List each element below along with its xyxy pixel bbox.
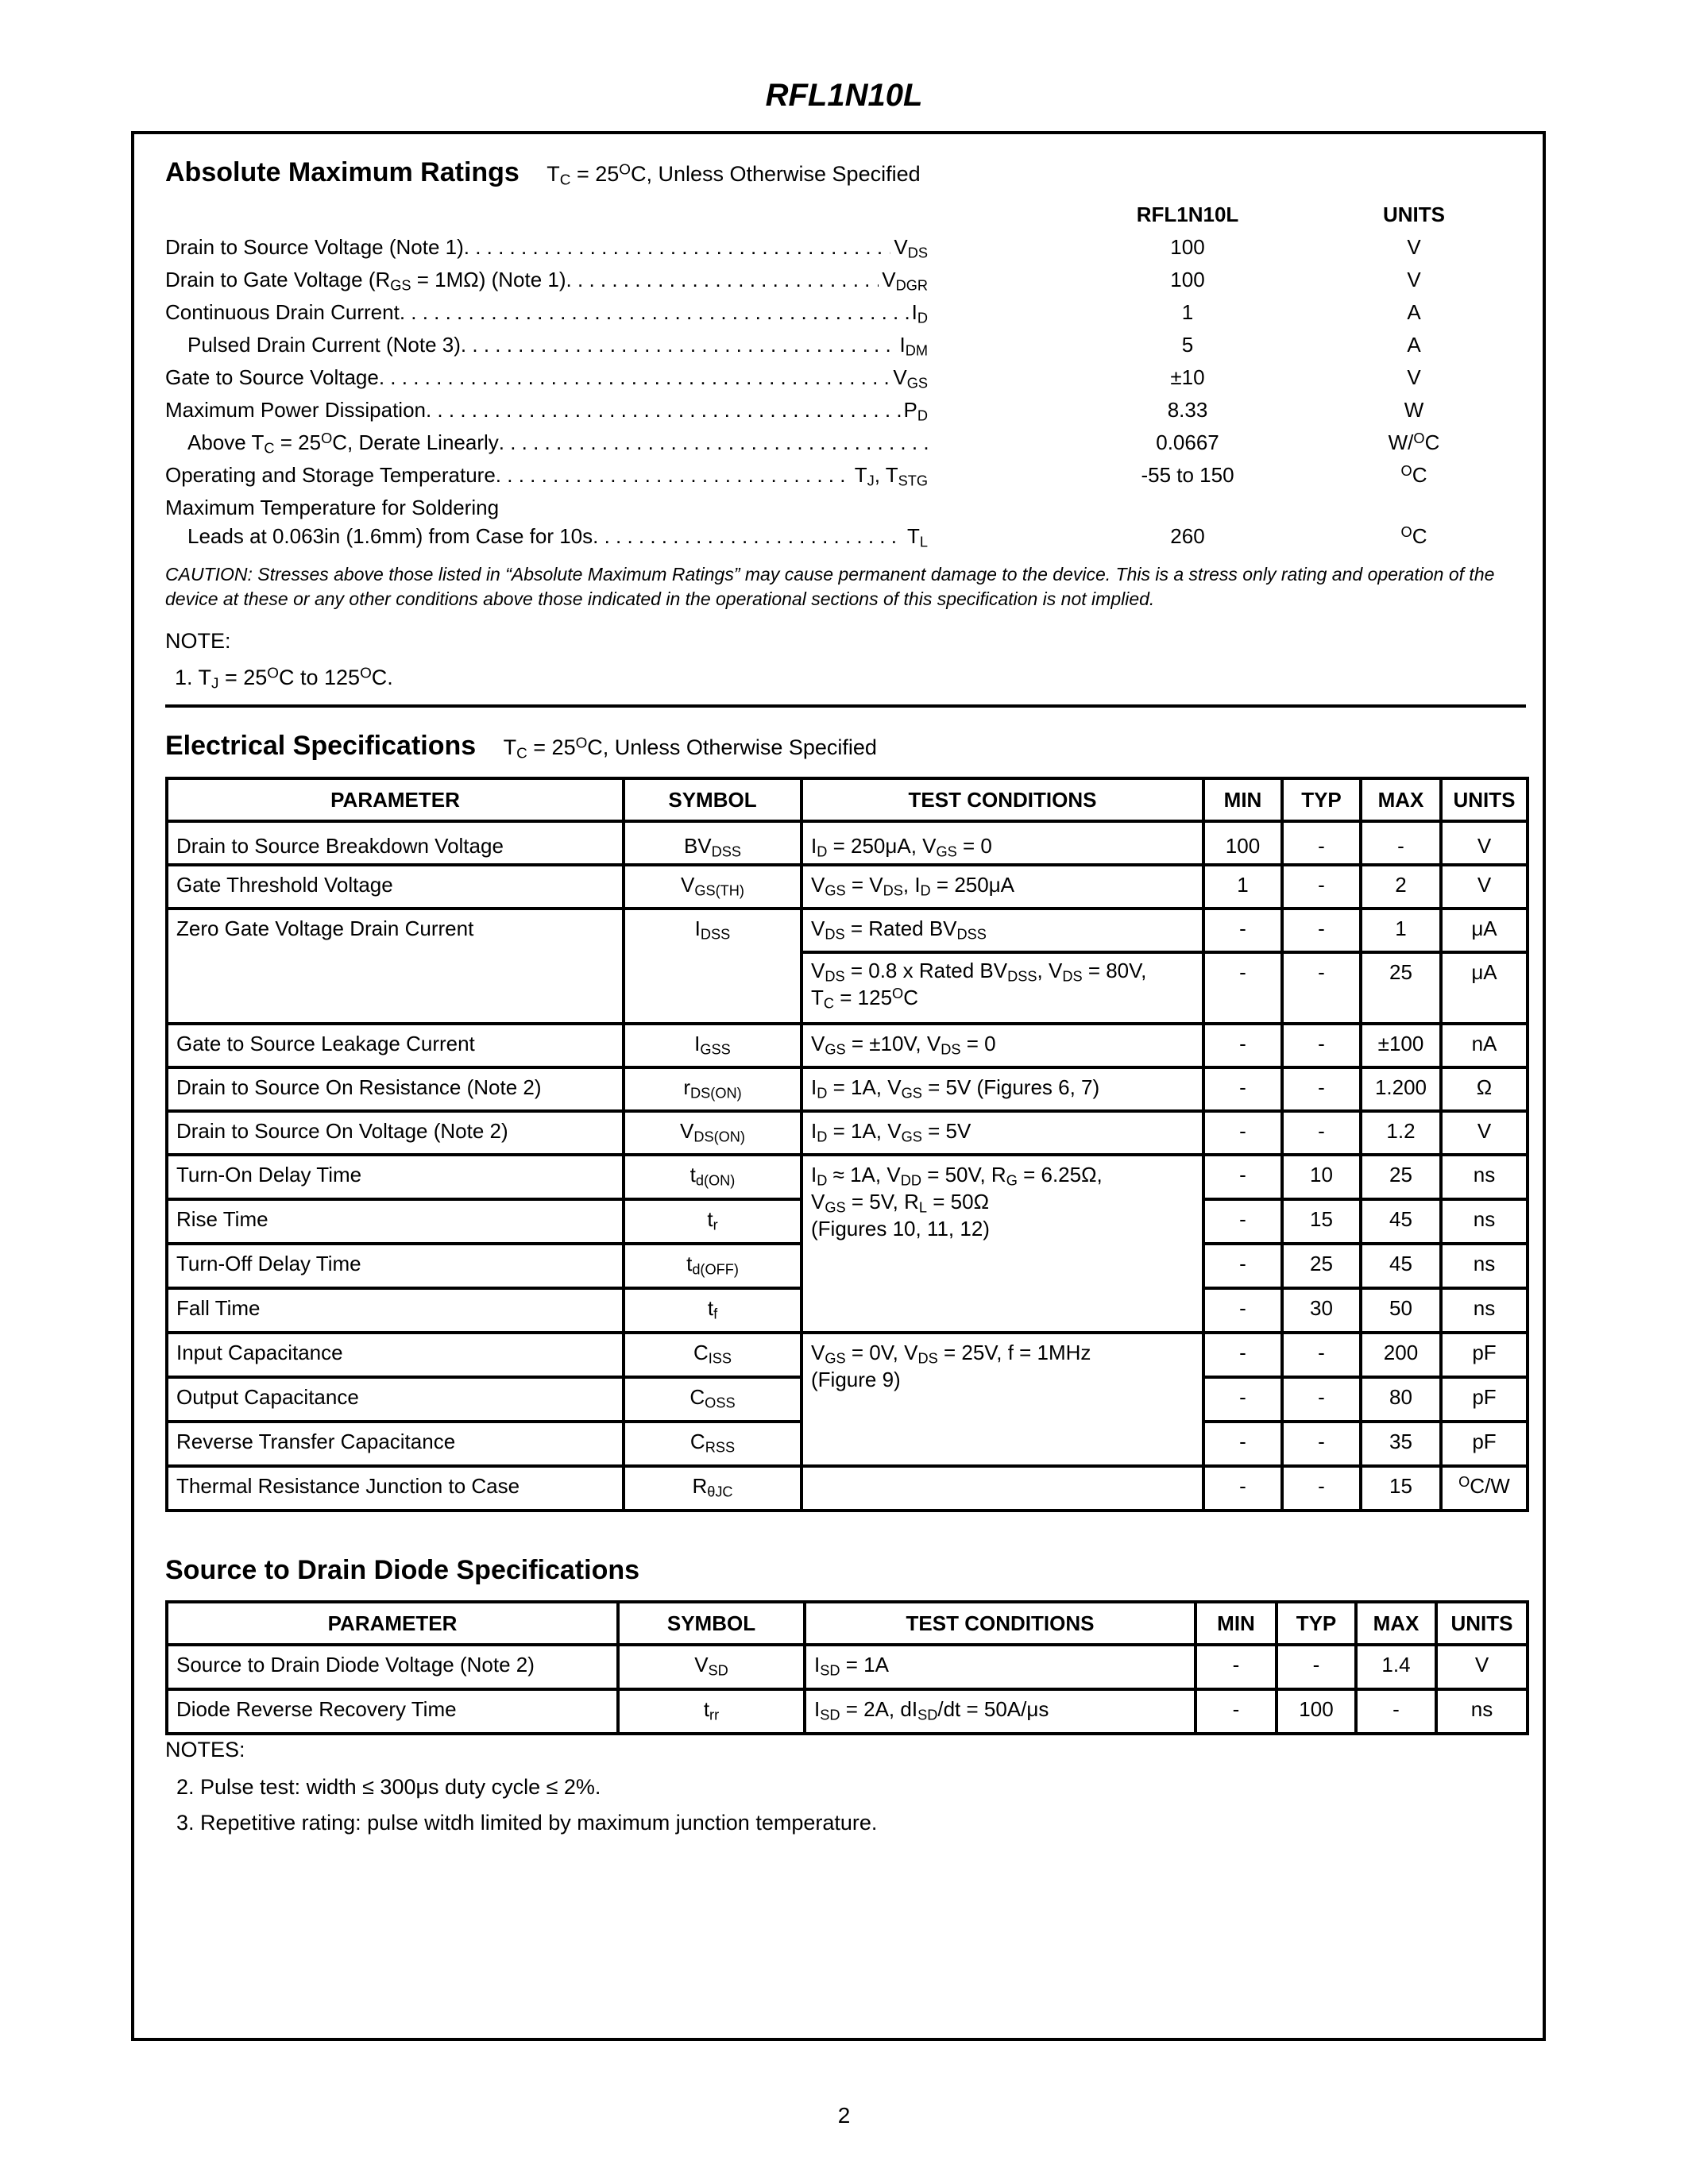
param-cell: Drain to Source On Resistance (Note 2) (167, 1067, 624, 1111)
unit-cell: V (1436, 1645, 1528, 1689)
min-cell: - (1203, 1111, 1282, 1155)
capacitance-condition-cell: $V_{GS} = 0V$, $V_{DS} = 25V$, f = 1MHz (Figure 9) (802, 1333, 1203, 1466)
abs-max-unit: W (1404, 398, 1424, 422)
min-cell: - (1203, 1422, 1282, 1466)
max-cell: 15 (1361, 1466, 1441, 1511)
min-cell: - (1203, 1333, 1282, 1377)
abs-max-heading (165, 157, 921, 188)
param-cell: Zero Gate Voltage Drain Current (167, 909, 624, 1024)
abs-max-unit: $^O$C (1400, 523, 1427, 548)
page-number: 2 (837, 2103, 851, 2128)
unit-cell: pF (1441, 1422, 1528, 1466)
symbol-cell: $V_{DS(ON)}$ (624, 1111, 802, 1155)
unit-cell: nA (1441, 1024, 1528, 1067)
max-cell: 50 (1361, 1288, 1441, 1333)
param-cell: Rise Time (167, 1199, 624, 1244)
unit-cell: ns (1441, 1288, 1528, 1333)
param-cell: Gate Threshold Voltage (167, 865, 624, 909)
symbol-cell: $V_{GS(TH)}$ (624, 865, 802, 909)
symbol-cell: $V_{SD}$ (618, 1645, 805, 1689)
notes-heading: NOTES: (165, 1738, 245, 1761)
abs-max-value: 100 (1170, 235, 1205, 259)
unit-cell: V (1441, 865, 1528, 909)
max-cell: 1 (1361, 909, 1441, 952)
param-cell: Drain to Source Breakdown Voltage (167, 821, 624, 865)
typ-cell: - (1282, 1111, 1361, 1155)
unit-cell: pF (1441, 1377, 1528, 1422)
abs-max-value: 0.0667 (1156, 430, 1219, 454)
abs-max-col-units: UNITS (1383, 203, 1445, 226)
document-title: RFL1N10L (765, 78, 923, 113)
param-cell: Turn-Off Delay Time (167, 1244, 624, 1288)
table-row (167, 1645, 1528, 1689)
note-heading: NOTE: (165, 629, 231, 653)
unit-cell: V (1441, 821, 1528, 865)
max-cell: 45 (1361, 1244, 1441, 1288)
table-row (167, 865, 1528, 909)
col-parameter: PARAMETER (167, 1602, 618, 1645)
col-test-conditions: TEST CONDITIONS (802, 778, 1203, 821)
abs-max-conditions: $T_C = 25^OC$, Unless Otherwise Specified (547, 161, 921, 189)
min-cell: - (1203, 952, 1282, 1024)
symbol-cell: $C_{OSS}$ (624, 1377, 802, 1422)
symbol-cell: $R_{\theta JC}$ (624, 1466, 802, 1511)
max-cell: 35 (1361, 1422, 1441, 1466)
abs-max-unit: V (1407, 365, 1421, 389)
table-row (167, 1111, 1528, 1155)
condition-cell: $V_{DS} = 0.8$ x Rated $BV_{DSS}$, $V_{DS} = 80V$, $T_C = 125^OC$ (802, 952, 1203, 1024)
col-min: MIN (1203, 778, 1282, 821)
elec-heading (165, 731, 877, 762)
param-cell: Drain to Source On Voltage (Note 2) (167, 1111, 624, 1155)
table-header-row (167, 778, 1528, 821)
unit-cell: μA (1441, 909, 1528, 952)
abs-max-row-idm: Pulsed Drain Current (Note 3) . . . $I_{DM}$ (187, 333, 928, 361)
condition-cell (802, 1466, 1203, 1511)
unit-cell: ns (1436, 1689, 1528, 1734)
abs-max-unit: W/$^O$C (1388, 430, 1440, 454)
condition-cell: $I_D = 1A$, $V_{GS} = 5V$ (802, 1111, 1203, 1155)
param-cell: Thermal Resistance Junction to Case (167, 1466, 624, 1511)
condition-cell: $V_{GS} = V_{DS}$, $I_D = 250\mu A$ (802, 865, 1203, 909)
max-cell: - (1361, 821, 1441, 865)
min-cell: - (1196, 1689, 1277, 1734)
typ-cell: 30 (1282, 1288, 1361, 1333)
max-cell: 200 (1361, 1333, 1441, 1377)
symbol-cell: $I_{DSS}$ (624, 909, 802, 1024)
abs-max-row-vds: Drain to Source Voltage (Note 1) . . . $V_{DS}$ (165, 235, 928, 264)
unit-cell: ns (1441, 1199, 1528, 1244)
param-cell: Reverse Transfer Capacitance (167, 1422, 624, 1466)
param-cell: Source to Drain Diode Voltage (Note 2) (167, 1645, 618, 1689)
typ-cell: 10 (1282, 1155, 1361, 1199)
unit-cell: μA (1441, 952, 1528, 1024)
condition-cell: $I_D = 1A$, $V_{GS} = 5V$ (Figures 6, 7) (802, 1067, 1203, 1111)
unit-cell: pF (1441, 1333, 1528, 1377)
max-cell: 25 (1361, 1155, 1441, 1199)
symbol-cell: $I_{GSS}$ (624, 1024, 802, 1067)
col-typ: TYP (1282, 778, 1361, 821)
max-cell: 1.2 (1361, 1111, 1441, 1155)
abs-max-row-solder-head: Maximum Temperature for Soldering (165, 496, 500, 519)
typ-cell: - (1282, 952, 1361, 1024)
elec-title: Electrical Specifications (165, 731, 477, 761)
abs-max-row-tl: Leads at 0.063in (1.6mm) from Case for 10s . . . $T_L$ (187, 524, 928, 553)
min-cell: 1 (1203, 865, 1282, 909)
table-row (167, 1067, 1528, 1111)
unit-cell: ns (1441, 1155, 1528, 1199)
min-cell: 100 (1203, 821, 1282, 865)
note-1: 1. $T_J = 25^OC$ to $125^OC$. (175, 665, 393, 693)
min-cell: - (1203, 1377, 1282, 1422)
abs-max-row-vdgr: Drain to Gate Voltage $(R_{GS} = 1M\Omega)$ (Note 1) . . . $V_{DGR}$ (165, 268, 928, 296)
symbol-cell: $C_{RSS}$ (624, 1422, 802, 1466)
abs-max-col-part: RFL1N10L (1136, 203, 1239, 226)
col-parameter: PARAMETER (167, 778, 624, 821)
abs-max-unit: V (1407, 268, 1421, 291)
condition-cell: $V_{DS}$ = Rated $BV_{DSS}$ (802, 909, 1203, 952)
max-cell: 25 (1361, 952, 1441, 1024)
abs-max-value: ±10 (1170, 365, 1205, 389)
table-row (167, 909, 1528, 952)
abs-max-unit: A (1407, 333, 1421, 357)
symbol-cell: $t_{d(OFF)}$ (624, 1244, 802, 1288)
max-cell: 1.200 (1361, 1067, 1441, 1111)
electrical-spec-table (165, 777, 1529, 1512)
abs-max-value: 100 (1170, 268, 1205, 291)
symbol-cell: $t_{rr}$ (618, 1689, 805, 1734)
max-cell: 80 (1361, 1377, 1441, 1422)
param-cell: Fall Time (167, 1288, 624, 1333)
typ-cell: - (1282, 821, 1361, 865)
param-cell: Diode Reverse Recovery Time (167, 1689, 618, 1734)
typ-cell: - (1282, 1377, 1361, 1422)
abs-max-row-tj: Operating and Storage Temperature . . . $T_J$, $T_{STG}$ (165, 463, 928, 492)
max-cell: 1.4 (1356, 1645, 1436, 1689)
abs-max-unit: V (1407, 235, 1421, 259)
col-max: MAX (1356, 1602, 1436, 1645)
note-2: 2. Pulse test: width ≤ 300μs duty cycle ≤ 2%. (176, 1775, 601, 1799)
min-cell: - (1203, 1199, 1282, 1244)
max-cell: ±100 (1361, 1024, 1441, 1067)
unit-cell: Ω (1441, 1067, 1528, 1111)
symbol-cell: $r_{DS(ON)}$ (624, 1067, 802, 1111)
abs-max-unit: $^O$C (1400, 462, 1427, 487)
note-3: 3. Repetitive rating: pulse witdh limited by maximum junction temperature. (176, 1811, 878, 1835)
typ-cell: - (1282, 1466, 1361, 1511)
condition-cell: $I_{SD} = 1A$ (805, 1645, 1196, 1689)
param-cell: Turn-On Delay Time (167, 1155, 624, 1199)
elec-conditions: $T_C = 25^OC$, Unless Otherwise Specified (503, 735, 877, 762)
param-cell: Input Capacitance (167, 1333, 624, 1377)
abs-max-value: -55 to 150 (1141, 463, 1234, 487)
typ-cell: - (1282, 1422, 1361, 1466)
table-row (167, 821, 1528, 865)
symbol-cell: $BV_{DSS}$ (624, 821, 802, 865)
diode-spec-table (165, 1600, 1529, 1735)
param-cell: Gate to Source Leakage Current (167, 1024, 624, 1067)
min-cell: - (1203, 1288, 1282, 1333)
abs-max-value: 260 (1170, 524, 1205, 548)
max-cell: 2 (1361, 865, 1441, 909)
abs-max-row-pd: Maximum Power Dissipation . . . $P_D$ (165, 398, 928, 426)
symbol-cell: $t_{d(ON)}$ (624, 1155, 802, 1199)
min-cell: - (1196, 1645, 1277, 1689)
min-cell: - (1203, 1024, 1282, 1067)
max-cell: - (1356, 1689, 1436, 1734)
unit-cell: ns (1441, 1244, 1528, 1288)
param-cell: Output Capacitance (167, 1377, 624, 1422)
col-units: UNITS (1441, 778, 1528, 821)
col-test-conditions: TEST CONDITIONS (805, 1602, 1196, 1645)
typ-cell: - (1282, 1067, 1361, 1111)
abs-max-title: Absolute Maximum Ratings (165, 157, 520, 187)
typ-cell: - (1282, 865, 1361, 909)
min-cell: - (1203, 1155, 1282, 1199)
typ-cell: 100 (1277, 1689, 1356, 1734)
symbol-cell: $t_r$ (624, 1199, 802, 1244)
symbol-cell: $t_f$ (624, 1288, 802, 1333)
table-row (167, 1024, 1528, 1067)
col-units: UNITS (1436, 1602, 1528, 1645)
typ-cell: - (1277, 1645, 1356, 1689)
abs-max-row-derate: Above $T_C = 25^OC$, Derate Linearly . . . (187, 430, 928, 459)
condition-cell: $V_{GS} = \pm 10V$, $V_{DS} = 0$ (802, 1024, 1203, 1067)
unit-cell: V (1441, 1111, 1528, 1155)
col-symbol: SYMBOL (624, 778, 802, 821)
table-row (167, 1333, 1528, 1377)
col-typ: TYP (1277, 1602, 1356, 1645)
abs-max-value: 8.33 (1167, 398, 1208, 422)
diode-title: Source to Drain Diode Specifications (165, 1555, 640, 1585)
max-cell: 45 (1361, 1199, 1441, 1244)
symbol-cell: $C_{ISS}$ (624, 1333, 802, 1377)
col-min: MIN (1196, 1602, 1277, 1645)
abs-max-row-vgs: Gate to Source Voltage . . . $V_{GS}$ (165, 365, 928, 394)
table-header-row (167, 1602, 1528, 1645)
typ-cell: 25 (1282, 1244, 1361, 1288)
unit-cell: $^O$C/W (1441, 1466, 1528, 1511)
col-max: MAX (1361, 778, 1441, 821)
min-cell: - (1203, 1067, 1282, 1111)
abs-max-value: 5 (1181, 333, 1194, 357)
min-cell: - (1203, 909, 1282, 952)
abs-max-value: 1 (1181, 300, 1194, 324)
typ-cell: 15 (1282, 1199, 1361, 1244)
abs-max-row-id: Continuous Drain Current . . . $I_D$ (165, 300, 928, 329)
caution-text: CAUTION: Stresses above those listed in “Absolute Maximum Ratings” may cause permanent damage to the device. This is a stress only rating and operation of the device at these or any other conditions above those indicated in the operational sections of this specification is not implied. (165, 564, 1495, 609)
typ-cell: - (1282, 1333, 1361, 1377)
abs-max-unit: A (1407, 300, 1421, 324)
table-row (167, 1689, 1528, 1734)
min-cell: - (1203, 1244, 1282, 1288)
table-row (167, 1466, 1528, 1511)
typ-cell: - (1282, 1024, 1361, 1067)
col-symbol: SYMBOL (618, 1602, 805, 1645)
section-divider (165, 704, 1526, 708)
table-row (167, 1155, 1528, 1199)
condition-cell: $I_D = 250\mu A$, $V_{GS} = 0$ (802, 821, 1203, 865)
switching-condition-cell: $I_D \approx 1A$, $V_{DD} = 50V$, $R_G = 6.25\Omega$, $V_{GS} = 5V$, $R_L = 50\Omega$ (Figures 10, 11, 12) (802, 1155, 1203, 1333)
condition-cell: $I_{SD} = 2A$, $dI_{SD}/dt = 50A/\mu s$ (805, 1689, 1196, 1734)
min-cell: - (1203, 1466, 1282, 1511)
typ-cell: - (1282, 909, 1361, 952)
